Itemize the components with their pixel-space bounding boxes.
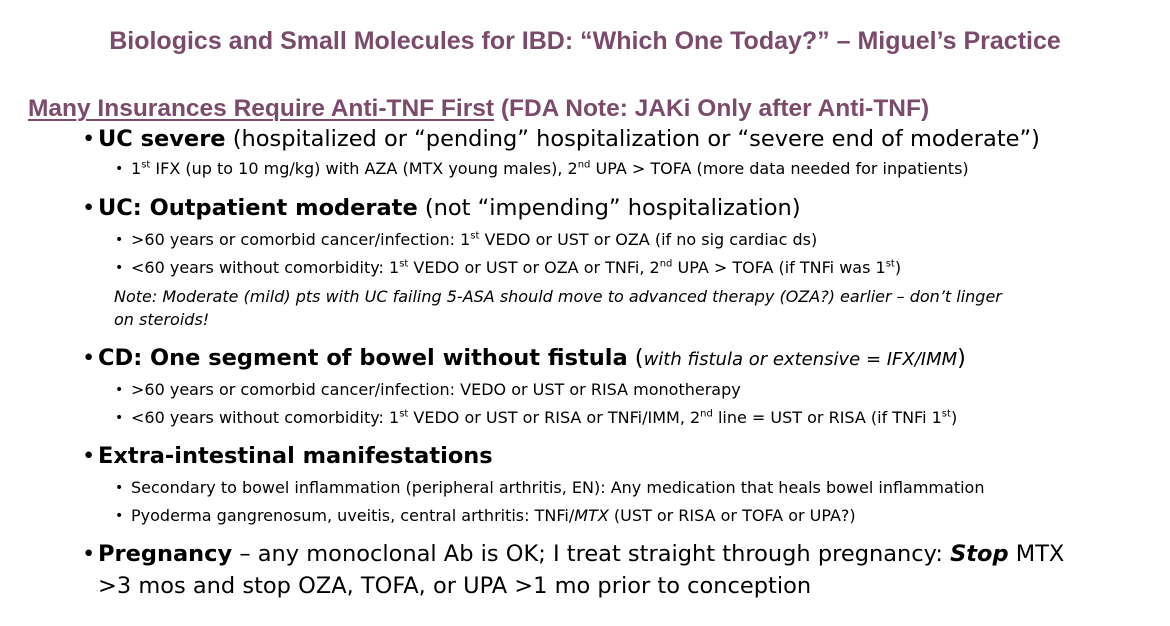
superscript: nd — [577, 159, 591, 171]
uc-outpatient-item-1 — [115, 229, 818, 251]
uc-severe-heading: UC severe — [98, 126, 226, 152]
superscript: st — [141, 159, 151, 171]
slide-subtitle — [28, 93, 1158, 125]
uc-severe-item-1 — [115, 158, 969, 180]
uc-outpatient-heading: UC: Outpatient moderate — [98, 195, 418, 221]
sub-bullet-dot: • — [115, 260, 124, 276]
bullet-dot: • — [82, 195, 96, 221]
sub-bullet-dot: • — [115, 410, 124, 426]
eim-item-2 — [115, 505, 856, 527]
cd-heading: CD: One segment of bowel without fistula — [98, 345, 628, 371]
text-part: VEDO or UST or RISA or TNFi/IMM, 2 — [408, 408, 701, 427]
text-part: line = UST or RISA (if TNFi 1 — [712, 408, 942, 427]
bullet-cd — [82, 343, 966, 375]
cd-item-2 — [115, 407, 958, 429]
text-part: >60 years or comorbid cancer/infection: 1 — [131, 230, 471, 249]
superscript: st — [941, 408, 951, 420]
bullet-dot: • — [82, 345, 96, 371]
text-part: (UST or RISA or TOFA or UPA?) — [608, 506, 856, 525]
superscript: st — [885, 258, 895, 270]
subtitle-underlined: Many Insurances Require Anti-TNF First — [28, 95, 495, 122]
text-part: VEDO or UST or OZA or TNFi, 2 — [408, 258, 660, 277]
text-part: Pyoderma gangrenosum, uveitis, central arthritis: TNFi/ — [131, 506, 575, 525]
uc-outpatient-detail: (not “impending” hospitalization) — [417, 195, 801, 221]
eim-heading: Extra-intestinal manifestations — [98, 443, 493, 469]
text-part: 1 — [131, 159, 142, 178]
text-part: VEDO or UST or OZA (if no sig cardiac ds) — [479, 230, 818, 249]
subtitle-rest: (FDA Note: JAKi Only after Anti-TNF) — [494, 95, 930, 122]
slide-title: Biologics and Small Molecules for IBD: “Which One Today?” – Miguel’s Practice — [109, 27, 1061, 55]
superscript: nd — [700, 408, 713, 420]
uc-outpatient-item-2 — [115, 257, 902, 279]
text-part: ( — [627, 345, 644, 371]
sub-bullet-dot: • — [115, 480, 124, 496]
superscript: st — [399, 258, 409, 270]
text-part: ) — [957, 345, 966, 371]
text-part: Stop — [950, 541, 1009, 567]
bullet-dot: • — [82, 126, 96, 152]
pregnancy-line-2: >3 mos and stop OZA, TOFA, or UPA >1 mo prior to conception — [98, 573, 812, 599]
text-part: <60 years without comorbidity: 1 — [131, 408, 400, 427]
pregnancy-heading: Pregnancy — [98, 541, 233, 567]
uc-severe-detail: (hospitalized or “pending” hospitalization or “severe end of moderate”) — [225, 126, 1040, 152]
bullet-dot: • — [82, 541, 96, 567]
text-part: UPA > TOFA (more data needed for inpatients) — [590, 159, 969, 178]
text-part: <60 years without comorbidity: 1 — [131, 258, 400, 277]
sub-bullet-dot: • — [115, 161, 124, 177]
eim-item-1 — [115, 477, 985, 499]
bullet-eim — [82, 441, 493, 471]
text-part: Secondary to bowel inflammation (peripheral arthritis, EN): Any medication that heals bowel inflammation — [131, 478, 985, 497]
uc-note-line-2: on steroids! — [114, 310, 210, 329]
text-part: – any monoclonal Ab is OK; I treat straight through pregnancy: — [232, 541, 951, 567]
text-part: >60 years or comorbid cancer/infection: VEDO or UST or RISA monotherapy — [131, 380, 741, 399]
bullet-pregnancy — [82, 539, 1065, 569]
text-part: IFX (up to 10 mg/kg) with AZA (MTX young males), 2 — [150, 159, 578, 178]
text-part: MTX — [574, 506, 609, 525]
text-part: ) — [950, 408, 958, 427]
bullet-uc-severe — [82, 124, 1040, 154]
cd-item-1 — [115, 379, 741, 401]
sub-bullet-dot: • — [115, 508, 124, 524]
bullet-dot: • — [82, 443, 96, 469]
superscript: nd — [659, 258, 673, 270]
sub-bullet-dot: • — [115, 232, 124, 248]
sub-bullet-dot: • — [115, 382, 124, 398]
text-part: ) — [894, 258, 902, 277]
superscript: st — [399, 408, 409, 420]
bullet-uc-outpatient — [82, 193, 801, 223]
superscript: st — [470, 230, 480, 242]
text-part: UPA > TOFA (if TNFi was 1 — [672, 258, 886, 277]
cd-detail: with fistula or extensive = IFX/IMM — [643, 349, 958, 370]
uc-note-line-1: Note: Moderate (mild) pts with UC failing 5-ASA should move to advanced therapy (OZA?) earlier – don’t linger — [114, 287, 1002, 306]
text-part: MTX — [1008, 541, 1065, 567]
